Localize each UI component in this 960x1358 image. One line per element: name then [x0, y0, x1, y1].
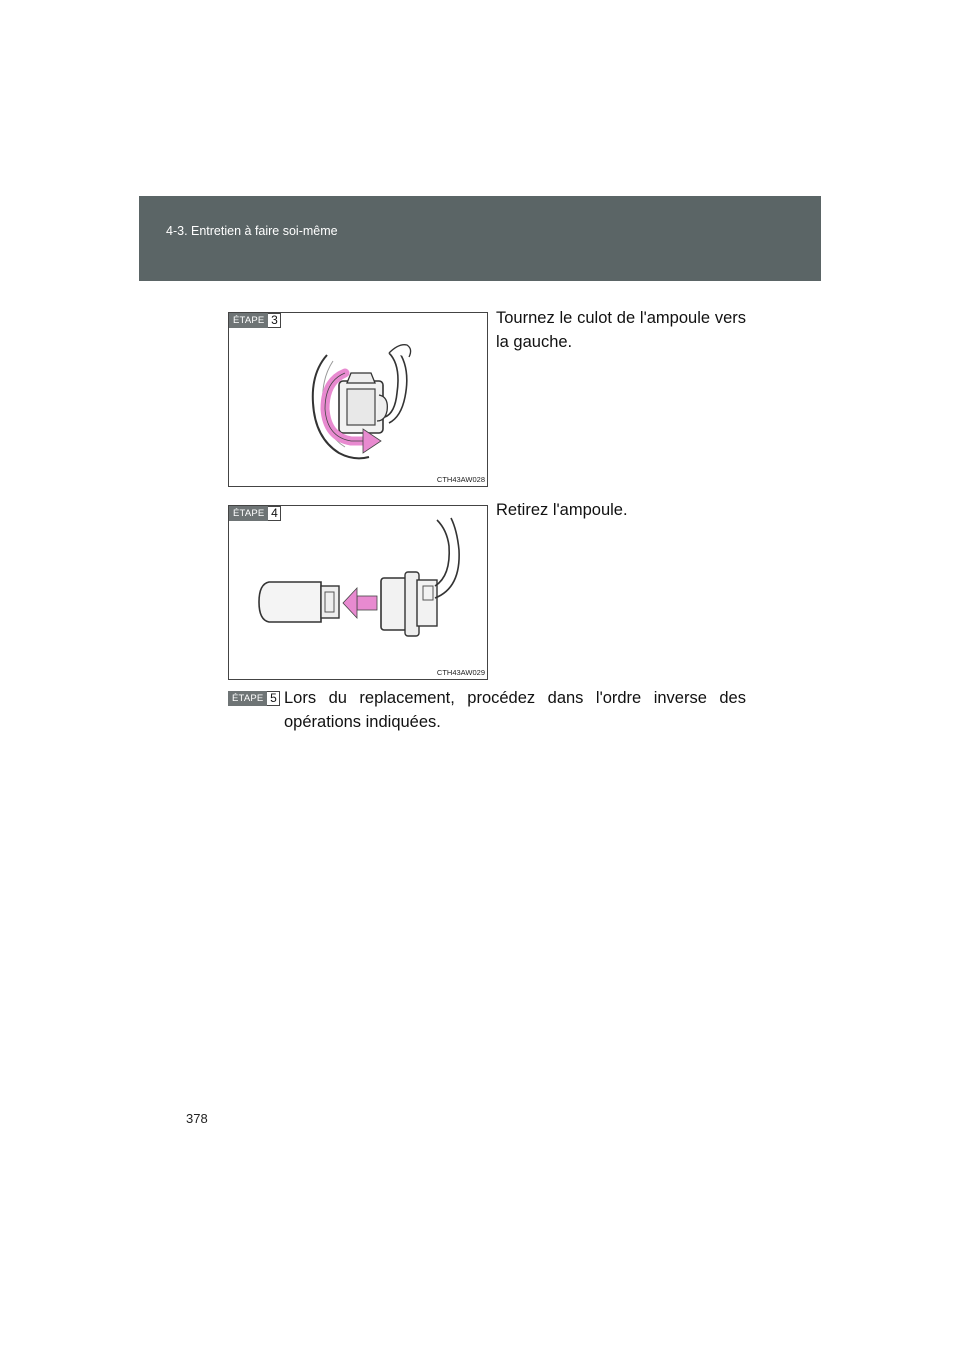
section-title: 4-3. Entretien à faire soi-même [166, 224, 338, 238]
step-3-text: Tournez le culot de l'ampoule vers la gauche. [496, 309, 746, 351]
step-badge-label: ÉTAPE [229, 313, 268, 328]
step-badge [229, 313, 281, 328]
step-3-figure [228, 312, 488, 487]
step-4-figure [228, 505, 488, 680]
section-header-bar [139, 196, 821, 281]
figure-code: CTH43AW029 [436, 668, 485, 677]
step-badge [229, 506, 281, 521]
step-badge-label: ÉTAPE [228, 691, 267, 706]
figure-code: CTH43AW028 [436, 475, 485, 484]
step-badge-number: 4 [268, 506, 281, 521]
step-4-text: Retirez l'ampoule. [496, 501, 628, 519]
step-badge-label: ÉTAPE [229, 506, 268, 521]
bulb-removal-illustration [229, 506, 487, 679]
step-5-text: Lors du replacement, procédez dans l'ordre inverse des opérations indiquées. [284, 689, 746, 731]
bulb-socket-rotate-illustration [229, 313, 487, 486]
step-badge-number: 3 [268, 313, 281, 328]
step-badge-number: 5 [267, 691, 280, 706]
step-5-badge [228, 691, 280, 706]
page-number: 378 [186, 1111, 208, 1126]
